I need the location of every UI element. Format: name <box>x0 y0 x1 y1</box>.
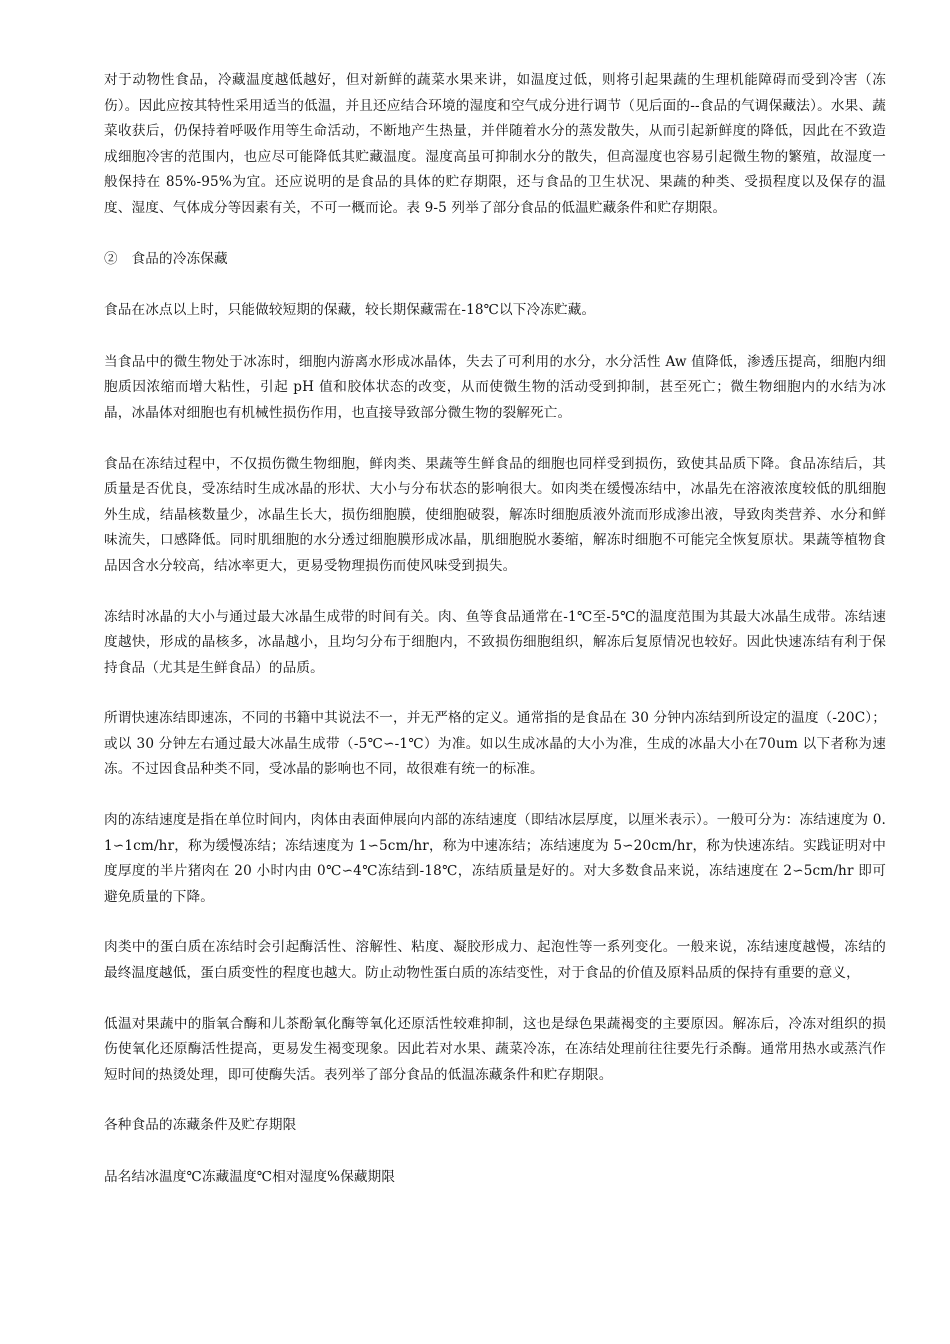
paragraph-freezing-speed: 肉的冻结速度是指在单位时间内，肉体由表面伸展向内部的冻结速度（即结冰层厚度，以厘米表示）。一般可分为：冻结速度为 0.1∽1cm/hr，称为缓慢冻结；冻结速度为 1∽5cm/hr，称为中速冻结；冻结速度为 5∽20cm/hr，称为快速冻结。实践证明对中度厚度的半片猪肉在 20 小时内由 0℃∽4℃冻结到-18℃，冻结质量是好的。对大多数食品来说，冻结速度在 2∽5cm/hr 即可避免质量的下降。 <box>104 812 886 905</box>
table-header-row: 品名结冰温度℃冻藏温度℃相对湿度%保藏期限 <box>104 1169 396 1185</box>
paragraph-freezing-damage: 食品在冻结过程中，不仅损伤微生物细胞，鲜肉类、果蔬等生鲜食品的细胞也同样受到损伤，致使其品质下降。食品冻结后，其质量是否优良，受冻结时生成冰晶的形状、大小与分布状态的影响很大。如肉类在缓慢冻结中，冰晶先在溶液浓度较低的肌细胞外生成，结晶核数量少，冰晶生长大，损伤细胞膜，使细胞破裂，解冻时细胞质液外流而形成渗出液，导致肉类营养、水分和鲜味流失，口感降低。同时肌细胞的水分透过细胞膜形成冰晶，肌细胞脱水萎缩，解冻时细胞不可能完全恢复原状。果蔬等植物食品因含水分较高，结冰率更大，更易受物理损伤而使风味受到损失。 <box>104 455 886 574</box>
paragraph-enzyme-browning: 低温对果蔬中的脂氧合酶和儿茶酚氧化酶等氧化还原活性较难抑制，这也是绿色果蔬褐变的主要原因。解冻后，冷冻对组织的损伤使氧化还原酶活性提高，更易发生褐变现象。因此若对水果、蔬菜冷冻，在冻结处理前往往要先行杀酶。通常用热水或蒸汽作短时间的热烫处理，即可使酶失活。表列举了部分食品的低温冻藏条件和贮存期限。 <box>104 1015 886 1083</box>
table-caption: 各种食品的冻藏条件及贮存期限 <box>104 1117 297 1134</box>
section-heading-frozen-storage: ② 食品的冷冻保藏 <box>104 250 228 267</box>
document-page <box>104 68 886 1217</box>
paragraph-freezing-point: 食品在冰点以上时，只能做较短期的保藏，较长期保藏需在-18℃以下冷冻贮藏。 <box>104 302 596 319</box>
paragraph-protein-changes: 肉类中的蛋白质在冻结时会引起酶活性、溶解性、粘度、凝胶形成力、起泡性等一系列变化。一般来说，冻结速度越慢，冻结的最终温度越低，蛋白质变性的程度也越大。防止动物性蛋白质的冻结变性，对于食品的价值及原料品质的保持有重要的意义， <box>104 939 886 982</box>
paragraph-microbes-frozen: 当食品中的微生物处于冰冻时，细胞内游离水形成冰晶体，失去了可利用的水分，水分活性 Aw 值降低，渗透压提高，细胞内细胞质因浓缩而增大粘性，引起 pH 值和胶体状态的改变，从而使微生物的活动受到抑制，甚至死亡；微生物细胞内的水结为冰晶，冰晶体对细胞也有机械性损伤作用，也直接导致部分微生物的裂解死亡。 <box>104 353 886 421</box>
paragraph-quick-freezing: 所谓快速冻结即速冻，不同的书籍中其说法不一，并无严格的定义。通常指的是食品在 30 分钟内冻结到所设定的温度（-20C）；或以 30 分钟左右通过最大冰晶生成带（-5℃∽-1℃）为准。如以生成冰晶的大小为准，生成的冰晶大小在70um 以下者称为速冻。不过因食品种类不同，受冰晶的影响也不同，故很难有统一的标准。 <box>104 710 886 778</box>
paragraph-ice-crystal-size: 冻结时冰晶的大小与通过最大冰晶生成带的时间有关。肉、鱼等食品通常在-1℃至-5℃的温度范围为其最大冰晶生成带。冻结速度越快，形成的晶核多，冰晶越小，且均匀分布于细胞内，不致损伤细胞组织，解冻后复原情况也较好。因此快速冻结有利于保持食品（尤其是生鲜食品）的品质。 <box>104 608 886 676</box>
paragraph-cold-storage-intro: 对于动物性食品，冷藏温度越低越好，但对新鲜的蔬菜水果来讲，如温度过低，则将引起果蔬的生理机能障碍而受到冷害（冻伤）。因此应按其特性采用适当的低温，并且还应结合环境的湿度和空气成分进行调节（见后面的--食品的气调保藏法）。水果、蔬菜收获后，仍保持着呼吸作用等生命活动，不断地产生热量，并伴随着水分的蒸发散失，从而引起新鲜度的降低，因此在不致造成细胞冷害的范围内，也应尽可能降低其贮藏温度。湿度高虽可抑制水分的散失，但高湿度也容易引起微生物的繁殖，故湿度一般保持在 85%-95%为宜。还应说明的是食品的具体的贮存期限，还与食品的卫生状况、果蔬的种类、受损程度以及保存的温度、湿度、气体成分等因素有关，不可一概而论。表 9-5 列举了部分食品的低温贮藏条件和贮存期限。 <box>104 72 886 216</box>
